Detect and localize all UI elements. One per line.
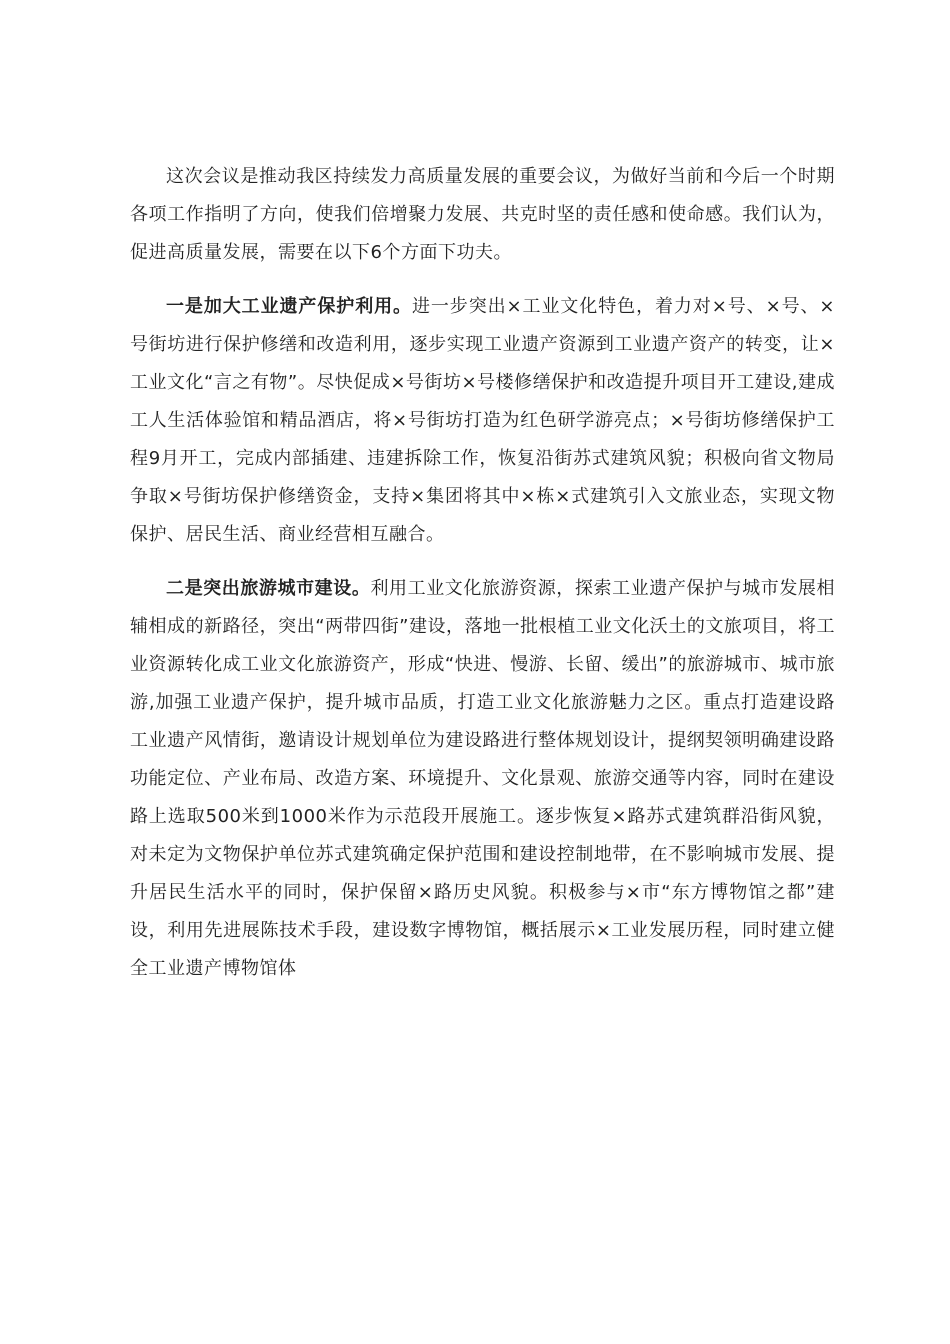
paragraph-point-1-text: 进一步突出×工业文化特色，着力对×号、×号、×号街坊进行保护修缮和改造利用，逐步实现工业遗产资源到工业遗产资产的转变，让×工业文化“言之有物”。尽快促成×号街坊×号楼修缮保护和改造提升项目开工建设,建成工人生活体验馆和精品酒店，将×号街坊打造为红色研学游亮点；×号街坊修缮保护工程9月开工，完成内部插建、违建拆除工作，恢复沿街苏式建筑风貌；积极向省文物局争取×号街坊保护修缮资金，支持×集团将其中×栋×式建筑引入文旅业态，实现文物保护、居民生活、商业经营相互融合。 <box>130 296 836 545</box>
paragraph-point-2-text: 利用工业文化旅游资源，探索工业遗产保护与城市发展相辅相成的新路径，突出“两带四街”建设，落地一批根植工业文化沃土的文旅项目，将工业资源转化成工业文化旅游资产，形成“快进、慢游、长留、缓出”的旅游城市、城市旅游,加强工业遗产保护，提升城市品质，打造工业文化旅游魅力之区。重点打造建设路工业遗产风情街，邀请设计规划单位为建设路进行整体规划设计，提纲契领明确建设路功能定位、产业布局、改造方案、环境提升、文化景观、旅游交通等内容，同时在建设路上选取500米到1000米作为示范段开展施工。逐步恢复×路苏式建筑群沿街风貌，对未定为文物保护单位苏式建筑确定保护范围和建设控制地带，在不影响城市发展、提升居民生活水平的同时，保护保留×路历史风貌。积极参与×市“东方博物馆之都”建设，利用先进展陈技术手段，建设数字博物馆，概括展示×工业发展历程，同时建立健全工业遗产博物馆体 <box>130 578 836 979</box>
paragraph-point-1-heading: 一是加大工业遗产保护利用。 <box>166 296 412 317</box>
paragraph-point-1 <box>130 288 835 554</box>
document-body <box>130 158 835 1004</box>
paragraph-point-2-heading: 二是突出旅游城市建设。 <box>166 578 371 599</box>
paragraph-intro <box>130 158 835 272</box>
paragraph-intro-text: 这次会议是推动我区持续发力高质量发展的重要会议，为做好当前和今后一个时期各项工作指明了方向，使我们倍增聚力发展、共克时坚的责任感和使命感。我们认为，促进高质量发展，需要在以下6个方面下功夫。 <box>130 166 835 263</box>
paragraph-point-2 <box>130 570 835 988</box>
